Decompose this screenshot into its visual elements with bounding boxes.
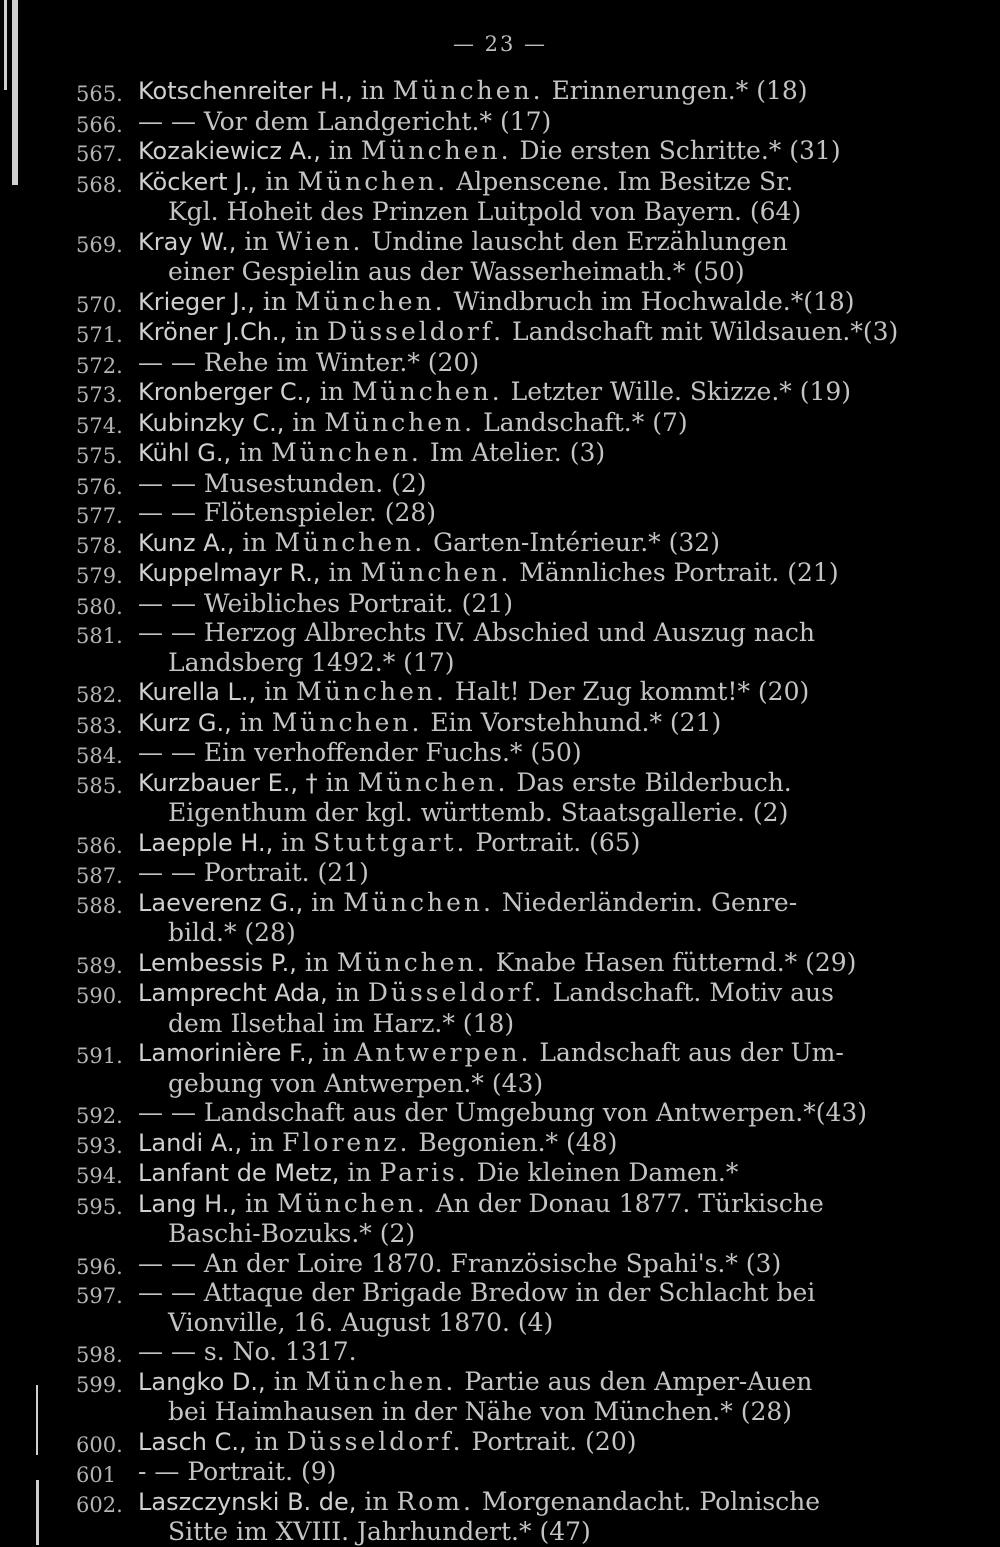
- entry-continuation: Sitte im XVIII. Jahrhundert.* (47): [168, 1517, 591, 1546]
- entry-number: 597.: [76, 1284, 123, 1308]
- catalogue-entry: [76, 1098, 936, 1128]
- artwork-title: — — Flötenspieler. (28): [138, 498, 437, 527]
- entry-number: 600.: [76, 1432, 123, 1457]
- entry-number: 568.: [76, 172, 123, 197]
- entry-continuation: Eigenthum der kgl. württemb. Staatsgallerie. (2): [168, 798, 789, 827]
- artist-name: Kuppelmayr R.,: [138, 559, 321, 587]
- artwork-title: Die ersten Schritte.* (31): [519, 136, 841, 165]
- artwork-title: Die kleinen Damen.*: [476, 1158, 739, 1187]
- artwork-title: Garten-Intérieur.* (32): [433, 527, 720, 557]
- catalogue-entry: [76, 348, 936, 378]
- city-name: Paris.: [379, 1158, 469, 1187]
- entry-number: 591.: [76, 1044, 123, 1068]
- entry-number: 572.: [76, 353, 123, 378]
- artwork-title: Portrait. (65): [475, 827, 641, 857]
- artist-name: Kühl G.,: [138, 439, 232, 467]
- city-name: Düsseldorf.: [327, 317, 505, 346]
- artist-name: Kozakiewicz A.,: [138, 137, 321, 165]
- artwork-title: - — Portrait. (9): [138, 1457, 337, 1486]
- catalogue-entry: 586. Laepple H., in Stuttgart. Portrait. (65): [76, 828, 936, 859]
- catalogue-entry: 600. Lasch C., in Düsseldorf. Portrait. (20): [76, 1427, 936, 1458]
- artist-name: Lamprecht Ada,: [138, 979, 328, 1007]
- artwork-title: — — s. No. 1317.: [138, 1337, 357, 1366]
- artist-name: Laszczynski B. de,: [138, 1487, 357, 1516]
- city-name: München.: [324, 407, 476, 437]
- entry-continuation: Landsberg 1492.* (17): [168, 647, 455, 677]
- entry-number: 587.: [76, 864, 123, 888]
- catalogue-entry: 599. Langko D., in München. Partie aus den Amper-Auen bei Haimhausen in der Nähe von München.* (28): [76, 1367, 936, 1427]
- artist-name: Lang H.,: [138, 1189, 238, 1218]
- city-name: München.: [360, 558, 512, 587]
- city-name: München.: [351, 377, 503, 406]
- entry-number: 565.: [76, 82, 123, 106]
- catalogue-entry: 594. Lanfant de Metz, in Paris. Die kleinen Damen.*: [76, 1158, 936, 1189]
- catalogue-entries: [76, 76, 936, 1547]
- city-name: München.: [336, 947, 488, 977]
- artist-name: Kray W.,: [138, 227, 237, 256]
- catalogue-entry: 578. Kunz A., in München. Garten-Intérieur.* (32): [76, 528, 936, 559]
- catalogue-entry: [76, 738, 936, 768]
- artwork-title: Alpenscene. Im Besitze Sr.: [456, 166, 794, 196]
- city-name: München.: [271, 438, 422, 467]
- artwork-title: Halt! Der Zug kommt!* (20): [454, 677, 810, 706]
- entry-continuation: Vionville, 16. August 1870. (4): [168, 1307, 554, 1337]
- city-name: Antwerpen.: [354, 1038, 532, 1067]
- catalogue-entry: 589. Lembessis P., in München. Knabe Hasen fütternd.* (29): [76, 948, 936, 979]
- artwork-title: Niederländerin. Genre-: [501, 887, 798, 917]
- artwork-title: Letzter Wille. Skizze.* (19): [510, 377, 852, 406]
- artist-name: Landi A.,: [138, 1128, 243, 1157]
- artwork-title: Landschaft.* (7): [483, 407, 688, 437]
- entry-number: 588.: [76, 893, 123, 918]
- artwork-title: Landschaft. Motiv aus: [552, 978, 834, 1007]
- catalogue-entry: [76, 589, 936, 619]
- city-name: Florenz.: [282, 1127, 411, 1157]
- artwork-title: — — Herzog Albrechts IV. Abschied und Auszug nach: [138, 618, 815, 647]
- artist-name: Lanfant de Metz,: [138, 1159, 340, 1187]
- entry-number: 567.: [76, 142, 123, 166]
- entry-number: 584.: [76, 744, 123, 768]
- entry-number: 574.: [76, 413, 123, 438]
- entry-number: 593.: [76, 1133, 123, 1158]
- catalogue-entry: [76, 858, 936, 888]
- scan-edge-mark: [12, 0, 18, 185]
- city-name: München.: [294, 286, 446, 316]
- artwork-title: Begonien.* (48): [418, 1127, 618, 1157]
- city-name: München.: [392, 76, 544, 105]
- catalogue-entry: 595. Lang H., in München. An der Donau 1877. Türkische Baschi-Bozuks.* (2): [76, 1189, 936, 1249]
- artwork-title: Landschaft mit Wildsauen.*(3): [512, 317, 899, 346]
- entry-number: 581.: [76, 624, 123, 648]
- catalogue-entry: [76, 107, 936, 137]
- city-name: München.: [360, 136, 512, 165]
- entry-continuation: einer Gespielin aus der Wasserheimath.* (50): [168, 257, 745, 286]
- entry-number: 602.: [76, 1492, 123, 1517]
- entry-number: 580.: [76, 594, 123, 619]
- entry-continuation: dem Ilsethal im Harz.* (18): [168, 1008, 515, 1038]
- artwork-title: — — Portrait. (21): [138, 858, 369, 887]
- artwork-title: — — Vor dem Landgericht.* (17): [138, 106, 552, 136]
- city-name: Rom.: [396, 1486, 474, 1516]
- catalogue-entry: [76, 1249, 936, 1279]
- entry-number: 594.: [76, 1164, 123, 1188]
- entry-number: 570.: [76, 292, 123, 317]
- city-name: München.: [271, 707, 423, 737]
- catalogue-entry: [76, 618, 936, 677]
- scan-edge-mark: [36, 1385, 38, 1455]
- artist-name: Kröner J.Ch.,: [138, 318, 288, 346]
- page-number: — 23 —: [452, 32, 548, 56]
- city-name: München.: [297, 166, 449, 196]
- entry-number: 590.: [76, 984, 123, 1008]
- entry-continuation: gebung von Antwerpen.* (43): [168, 1068, 544, 1098]
- entry-number: 592.: [76, 1104, 123, 1128]
- entry-number: 575.: [76, 444, 123, 468]
- artwork-title: — — Attaque der Brigade Bredow in der Schlacht bei: [138, 1278, 816, 1307]
- artist-name: Langko D.,: [138, 1367, 266, 1396]
- catalogue-entry: 569. Kray W., in Wien. Undine lauscht den Erzählungen einer Gespielin aus der Wasserheimath.* (50): [76, 227, 936, 287]
- city-name: München.: [357, 767, 509, 797]
- artist-name: Kurz G.,: [138, 708, 232, 737]
- artwork-title: Erinnerungen.* (18): [551, 76, 808, 105]
- artwork-title: Männliches Portrait. (21): [519, 558, 839, 587]
- artist-name: Kotschenreiter H.,: [138, 77, 353, 105]
- entry-continuation: Baschi-Bozuks.* (2): [168, 1219, 416, 1248]
- artwork-title: Landschaft aus der Um-: [539, 1038, 844, 1067]
- catalogue-entry: 571. Kröner J.Ch., in Düsseldorf. Landschaft mit Wildsauen.*(3): [76, 317, 936, 348]
- artist-name: Lasch C.,: [138, 1427, 247, 1456]
- catalogue-entry: [76, 498, 936, 528]
- artwork-title: — — An der Loire 1870. Französische Spahi's.* (3): [138, 1248, 782, 1278]
- catalogue-entry: 593. Landi A., in Florenz. Begonien.* (48): [76, 1128, 936, 1159]
- artwork-title: — — Musestunden. (2): [138, 468, 427, 498]
- city-name: München.: [343, 887, 494, 917]
- artwork-title: Undine lauscht den Erzählungen: [371, 226, 788, 256]
- entry-number: 595.: [76, 1194, 123, 1219]
- artist-name: Köckert J.,: [138, 167, 258, 196]
- artwork-title: Im Atelier. (3): [429, 438, 606, 467]
- catalogue-entry: 591. Lamorinière F., in Antwerpen. Landschaft aus der Um- gebung von Antwerpen.* (43): [76, 1038, 936, 1098]
- entry-number: 577.: [76, 504, 123, 528]
- entry-number: 598.: [76, 1343, 123, 1367]
- catalogue-entry: [76, 1457, 936, 1487]
- artist-name: Kubinzky C.,: [138, 408, 285, 437]
- artwork-title: — — Rehe im Winter.* (20): [138, 347, 480, 377]
- catalogue-entry: [76, 1337, 936, 1367]
- entry-number: 571.: [76, 323, 123, 347]
- catalogue-entry: 567. Kozakiewicz A., in München. Die ersten Schritte.* (31): [76, 136, 936, 167]
- entry-number: 599.: [76, 1372, 123, 1397]
- entry-number: 576.: [76, 474, 123, 499]
- city-name: München.: [277, 1188, 428, 1218]
- entry-number: 589.: [76, 953, 123, 978]
- artist-name: Kunz A.,: [138, 528, 235, 557]
- catalogue-entry: 579. Kuppelmayr R., in München. Männliches Portrait. (21): [76, 558, 936, 589]
- artist-name: Krieger J.,: [138, 287, 255, 316]
- city-name: München.: [296, 677, 447, 706]
- catalogue-entry: 575. Kühl G., in München. Im Atelier. (3): [76, 438, 936, 469]
- artwork-title: Partie aus den Amper-Auen: [464, 1366, 813, 1396]
- entry-number: 582.: [76, 683, 123, 707]
- entry-number: 583.: [76, 713, 123, 738]
- catalogue-entry: 602. Laszczynski B. de, in Rom. Morgenandacht. Polnische Sitte im XVIII. Jahrhundert.* (47): [76, 1487, 936, 1547]
- entry-number: 566.: [76, 112, 123, 137]
- city-name: Stuttgart.: [313, 827, 468, 857]
- city-name: Wien.: [276, 226, 364, 256]
- catalogue-entry: 570. Krieger J., in München. Windbruch im Hochwalde.*(18): [76, 287, 936, 318]
- catalogue-entry: 585. Kurzbauer E., † in München. Das erste Bilderbuch. Eigenthum der kgl. württemb. Staatsgallerie. (2): [76, 768, 936, 828]
- catalogue-entry: 574. Kubinzky C., in München. Landschaft.* (7): [76, 408, 936, 439]
- artwork-title: An der Donau 1877. Türkische: [435, 1188, 824, 1218]
- entry-continuation: bei Haimhausen in der Nähe von München.* (28): [168, 1397, 793, 1426]
- artist-name: Kronberger C.,: [138, 378, 312, 406]
- artwork-title: Portrait. (20): [471, 1426, 637, 1456]
- artwork-title: — — Ein verhoffender Fuchs.* (50): [138, 738, 582, 767]
- entry-number: 569.: [76, 232, 123, 257]
- catalogue-entry: 582. Kurella L., in München. Halt! Der Zug kommt!* (20): [76, 677, 936, 708]
- city-name: München.: [274, 527, 426, 557]
- entry-number: 585.: [76, 773, 123, 798]
- scan-edge-mark: [36, 1480, 39, 1545]
- artwork-title: — — Weibliches Portrait. (21): [138, 588, 513, 618]
- entry-continuation: Kgl. Hoheit des Prinzen Luitpold von Bayern. (64): [168, 197, 802, 226]
- city-name: München.: [305, 1366, 457, 1396]
- artist-name: Kurzbauer E., †: [138, 768, 318, 797]
- artist-name: Lamorinière F.,: [138, 1039, 315, 1067]
- entry-number: 573.: [76, 383, 123, 407]
- catalogue-entry: 568. Köckert J., in München. Alpenscene. Im Besitze Sr. Kgl. Hoheit des Prinzen Luitpold von Bayern. (64): [76, 167, 936, 227]
- artist-name: Laeverenz G.,: [138, 888, 304, 917]
- artwork-title: Das erste Bilderbuch.: [516, 767, 792, 797]
- catalogue-entry: 590. Lamprecht Ada, in Düsseldorf. Landschaft. Motiv aus dem Ilsethal im Harz.* (18): [76, 978, 936, 1038]
- artist-name: Kurella L.,: [138, 678, 257, 706]
- entry-number: 586.: [76, 833, 123, 858]
- artist-name: Laepple H.,: [138, 828, 274, 857]
- catalogue-entry: 583. Kurz G., in München. Ein Vorstehhund.* (21): [76, 708, 936, 739]
- artwork-title: — — Landschaft aus der Umgebung von Antwerpen.*(43): [138, 1098, 868, 1127]
- artist-name: Lembessis P.,: [138, 948, 297, 977]
- catalogue-entry: 565. Kotschenreiter H., in München. Erinnerungen.* (18): [76, 76, 936, 107]
- entry-number: 601: [76, 1463, 117, 1487]
- artwork-title: Windbruch im Hochwalde.*(18): [453, 286, 855, 316]
- entry-number: 596.: [76, 1254, 123, 1279]
- catalogue-entry: [76, 1278, 936, 1337]
- artwork-title: Knabe Hasen fütternd.* (29): [495, 947, 857, 977]
- entry-number: 578.: [76, 533, 123, 558]
- artwork-title: Ein Vorstehhund.* (21): [430, 707, 722, 737]
- city-name: Düsseldorf.: [286, 1426, 464, 1456]
- entry-continuation: bild.* (28): [168, 918, 296, 947]
- artwork-title: Morgenandacht. Polnische: [481, 1486, 821, 1516]
- catalogue-entry: 588. Laeverenz G., in München. Niederländerin. Genre- bild.* (28): [76, 888, 936, 948]
- city-name: Düsseldorf.: [367, 978, 545, 1007]
- catalogue-entry: 573. Kronberger C., in München. Letzter Wille. Skizze.* (19): [76, 377, 936, 408]
- catalogue-entry: [76, 469, 936, 499]
- entry-number: 579.: [76, 564, 123, 588]
